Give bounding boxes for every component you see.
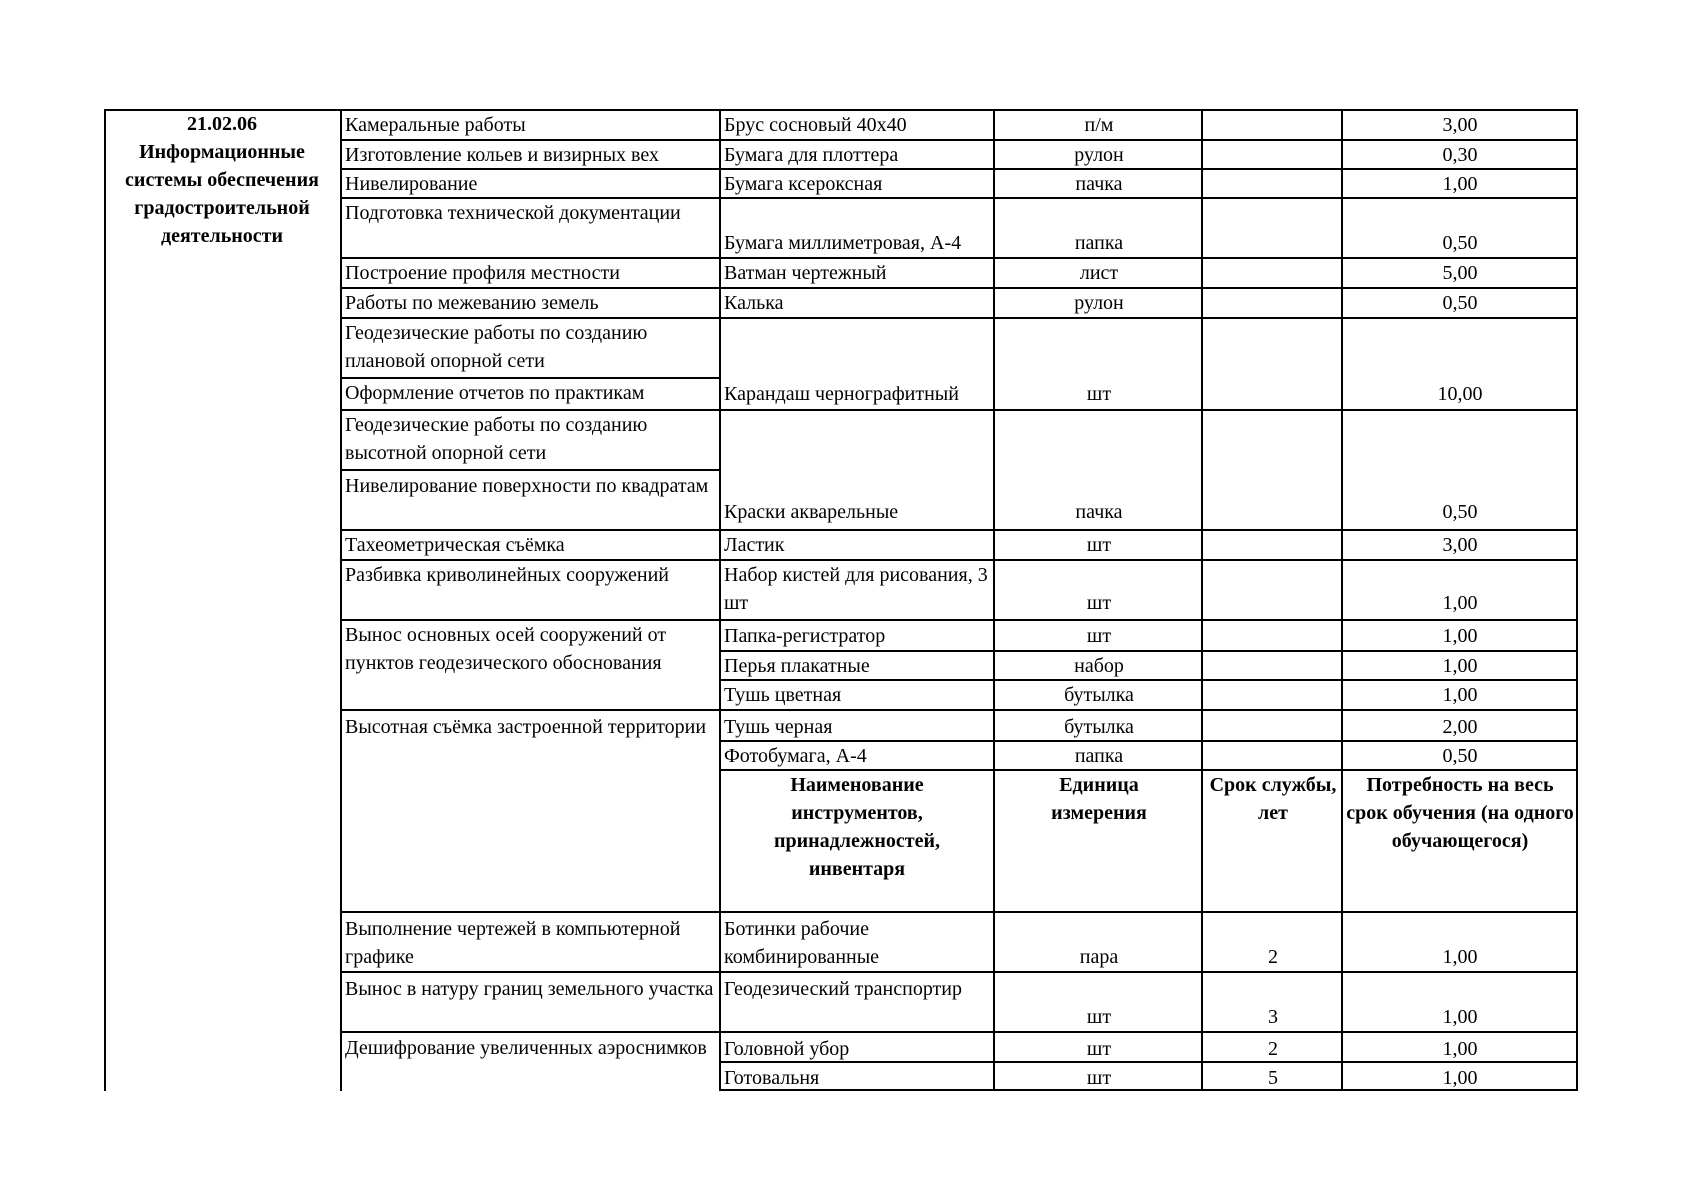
- activity-cell: [342, 561, 720, 589]
- program-cell: [106, 110, 338, 250]
- item-need: 3,00: [1442, 534, 1478, 556]
- item-need: 0,50: [1442, 292, 1478, 314]
- activity-text: Нивелирование: [345, 173, 478, 195]
- program-code: 21.02.06: [187, 113, 257, 135]
- activity-cell: [342, 170, 720, 198]
- item-name: Карандаш чернографитный: [724, 383, 959, 405]
- table-row: [721, 681, 993, 709]
- item-need: 0,30: [1442, 144, 1478, 166]
- item-unit: шт: [1086, 383, 1112, 405]
- table-row: [721, 229, 993, 257]
- item-need: 5,00: [1442, 262, 1478, 284]
- item-name: Головной убор: [724, 1038, 850, 1060]
- item-unit: пара: [1079, 946, 1119, 968]
- table-border: [104, 109, 106, 1091]
- program-name: Информационные системы обеспечения градостроительной деятельности: [125, 141, 319, 247]
- table-row: [721, 561, 993, 619]
- item-term: 5: [1268, 1067, 1278, 1089]
- activity-cell: [342, 621, 720, 679]
- activity-cell: [342, 319, 720, 377]
- activity-cell: [342, 259, 720, 287]
- item-name: Перья плакатные: [724, 655, 870, 677]
- item-need: 10,00: [1437, 383, 1483, 405]
- table-row: [721, 652, 993, 680]
- table-row: [721, 915, 993, 973]
- item-need: 1,00: [1442, 684, 1478, 706]
- item-need: 1,00: [1442, 173, 1478, 195]
- table-row: [721, 259, 993, 287]
- activity-cell: [342, 1034, 720, 1092]
- activity-cell: [342, 379, 720, 407]
- table-border: [104, 109, 1578, 111]
- item-need: 1,00: [1442, 946, 1478, 968]
- item-name: Бумага миллиметровая, А-4: [724, 232, 962, 254]
- table-border: [340, 911, 1578, 913]
- item-need: 1,00: [1442, 1006, 1478, 1028]
- activity-cell: [342, 289, 720, 317]
- activity-text: Построение профиля местности: [345, 262, 620, 284]
- item-unit: п/м: [1084, 114, 1114, 136]
- table-row: [721, 975, 993, 1033]
- item-unit: шт: [1086, 534, 1112, 556]
- item-unit: папка: [1074, 232, 1124, 254]
- item-need: 1,00: [1442, 1067, 1478, 1089]
- item-need: 3,00: [1442, 114, 1478, 136]
- table-border: [340, 619, 1578, 621]
- activity-text: Подготовка технической документации: [345, 202, 681, 224]
- table-border: [719, 1061, 1578, 1063]
- item-unit: пачка: [1075, 501, 1123, 523]
- table-border: [719, 1089, 1578, 1091]
- item-unit: лист: [1079, 262, 1119, 284]
- activity-text: Дешифрование увеличенных аэроснимков: [345, 1037, 707, 1059]
- activity-text: Работы по межеванию земель: [345, 292, 599, 314]
- item-unit: шт: [1086, 592, 1112, 614]
- item-name: Ватман чертежный: [724, 262, 887, 284]
- table-row: [721, 498, 993, 526]
- activity-text: Высотная съёмка застроенной территории: [345, 716, 707, 738]
- item-name: Тушь цветная: [724, 684, 842, 706]
- item-name: Ботинки рабочие комбинированные: [724, 918, 880, 968]
- item-term: 2: [1268, 946, 1278, 968]
- header-name: Наименование инструментов, принадлежностей, инвентаря: [773, 774, 941, 880]
- table-row: [721, 170, 993, 198]
- table-border: [719, 769, 1578, 771]
- table-border: [340, 529, 1578, 531]
- activity-text: Тахеометрическая съёмка: [345, 534, 565, 556]
- activity-text: Геодезические работы по созданию плановой опорной сети: [345, 322, 648, 372]
- item-need: 1,00: [1442, 655, 1478, 677]
- table-border: [340, 317, 1578, 319]
- item-unit: бутылка: [1064, 684, 1134, 706]
- table-border: [719, 740, 1578, 742]
- table-border: [719, 679, 1578, 681]
- item-unit: бутылка: [1064, 716, 1134, 738]
- table-row: [721, 742, 993, 770]
- table-border: [719, 650, 1578, 652]
- activity-cell: [342, 713, 720, 771]
- table-row: [721, 713, 993, 741]
- table-row: [721, 141, 993, 169]
- item-unit: шт: [1086, 1006, 1112, 1028]
- item-unit: рулон: [1074, 292, 1124, 314]
- table-border: [340, 287, 1578, 289]
- item-name: Бумага ксероксная: [724, 173, 883, 195]
- item-name: Бумага для плоттера: [724, 144, 899, 166]
- item-name: Тушь черная: [724, 716, 833, 738]
- table-row: [721, 622, 993, 650]
- item-unit: папка: [1074, 745, 1124, 767]
- table-border: [340, 559, 1578, 561]
- item-unit: пачка: [1075, 173, 1123, 195]
- activity-text: Вынос в натуру границ земельного участка: [345, 978, 714, 1000]
- header-unit: Единица измерения: [1051, 774, 1147, 824]
- item-term: 3: [1268, 1006, 1278, 1028]
- item-name: Фотобумага, А-4: [724, 745, 867, 767]
- activity-cell: [342, 111, 720, 139]
- table-row: [721, 289, 993, 317]
- item-unit: набор: [1074, 655, 1124, 677]
- activity-cell: [342, 199, 720, 257]
- item-name: Геодезический транспортир: [724, 978, 962, 1000]
- table-border: [340, 409, 1578, 411]
- item-name: Краски акварельные: [724, 501, 899, 523]
- item-name: Брус сосновый 40х40: [724, 114, 907, 136]
- item-need: 0,50: [1442, 232, 1478, 254]
- item-name: Набор кистей для рисования, 3 шт: [724, 564, 988, 614]
- table-border: [340, 257, 1578, 259]
- activity-text: Оформление отчетов по практикам: [345, 382, 645, 404]
- item-unit: рулон: [1074, 144, 1124, 166]
- table-border: [340, 1031, 1578, 1033]
- item-need: 0,50: [1442, 501, 1478, 523]
- activity-text: Вынос основных осей сооружений от пунктов геодезического обоснования: [345, 624, 667, 674]
- table-border: [340, 469, 721, 471]
- table-border: [340, 168, 1578, 170]
- item-name: Готовальня: [724, 1067, 820, 1089]
- item-need: 0,50: [1442, 745, 1478, 767]
- item-term: 2: [1268, 1038, 1278, 1060]
- item-need: 1,00: [1442, 625, 1478, 647]
- activity-cell: [342, 411, 720, 469]
- table-border: [340, 709, 1578, 711]
- table-border: [340, 377, 721, 379]
- item-need: 1,00: [1442, 592, 1478, 614]
- item-unit: шт: [1086, 625, 1112, 647]
- table-row: [721, 1035, 993, 1063]
- activity-text: Камеральные работы: [345, 114, 526, 136]
- activity-text: Геодезические работы по созданию высотной опорной сети: [345, 414, 648, 464]
- activity-text: Изготовление кольев и визирных вех: [345, 144, 659, 166]
- activity-text: Выполнение чертежей в компьютерной графике: [345, 918, 681, 968]
- table-row: [721, 111, 993, 139]
- table-border: [340, 971, 1578, 973]
- activity-cell: [342, 531, 720, 559]
- table-row: [721, 531, 993, 559]
- activity-text: Нивелирование поверхности по квадратам: [345, 475, 709, 497]
- table-border: [340, 139, 1578, 141]
- activity-cell: [342, 975, 720, 1033]
- activity-cell: [342, 472, 720, 530]
- header-need: Потребность на весь срок обучения (на одного обучающегося): [1346, 774, 1574, 852]
- item-name: Папка-регистратор: [724, 625, 886, 647]
- header-term: Срок службы, лет: [1209, 774, 1337, 824]
- item-name: Ластик: [724, 534, 785, 556]
- activity-text: Разбивка криволинейных сооружений: [345, 564, 669, 586]
- item-need: 1,00: [1442, 1038, 1478, 1060]
- table-border: [340, 197, 1578, 199]
- table-row: [721, 380, 993, 408]
- item-unit: шт: [1086, 1067, 1112, 1089]
- activity-cell: [342, 141, 720, 169]
- activity-cell: [342, 915, 720, 973]
- item-need: 2,00: [1442, 716, 1478, 738]
- item-unit: шт: [1086, 1038, 1112, 1060]
- item-name: Калька: [724, 292, 784, 314]
- table-row: [721, 1064, 993, 1092]
